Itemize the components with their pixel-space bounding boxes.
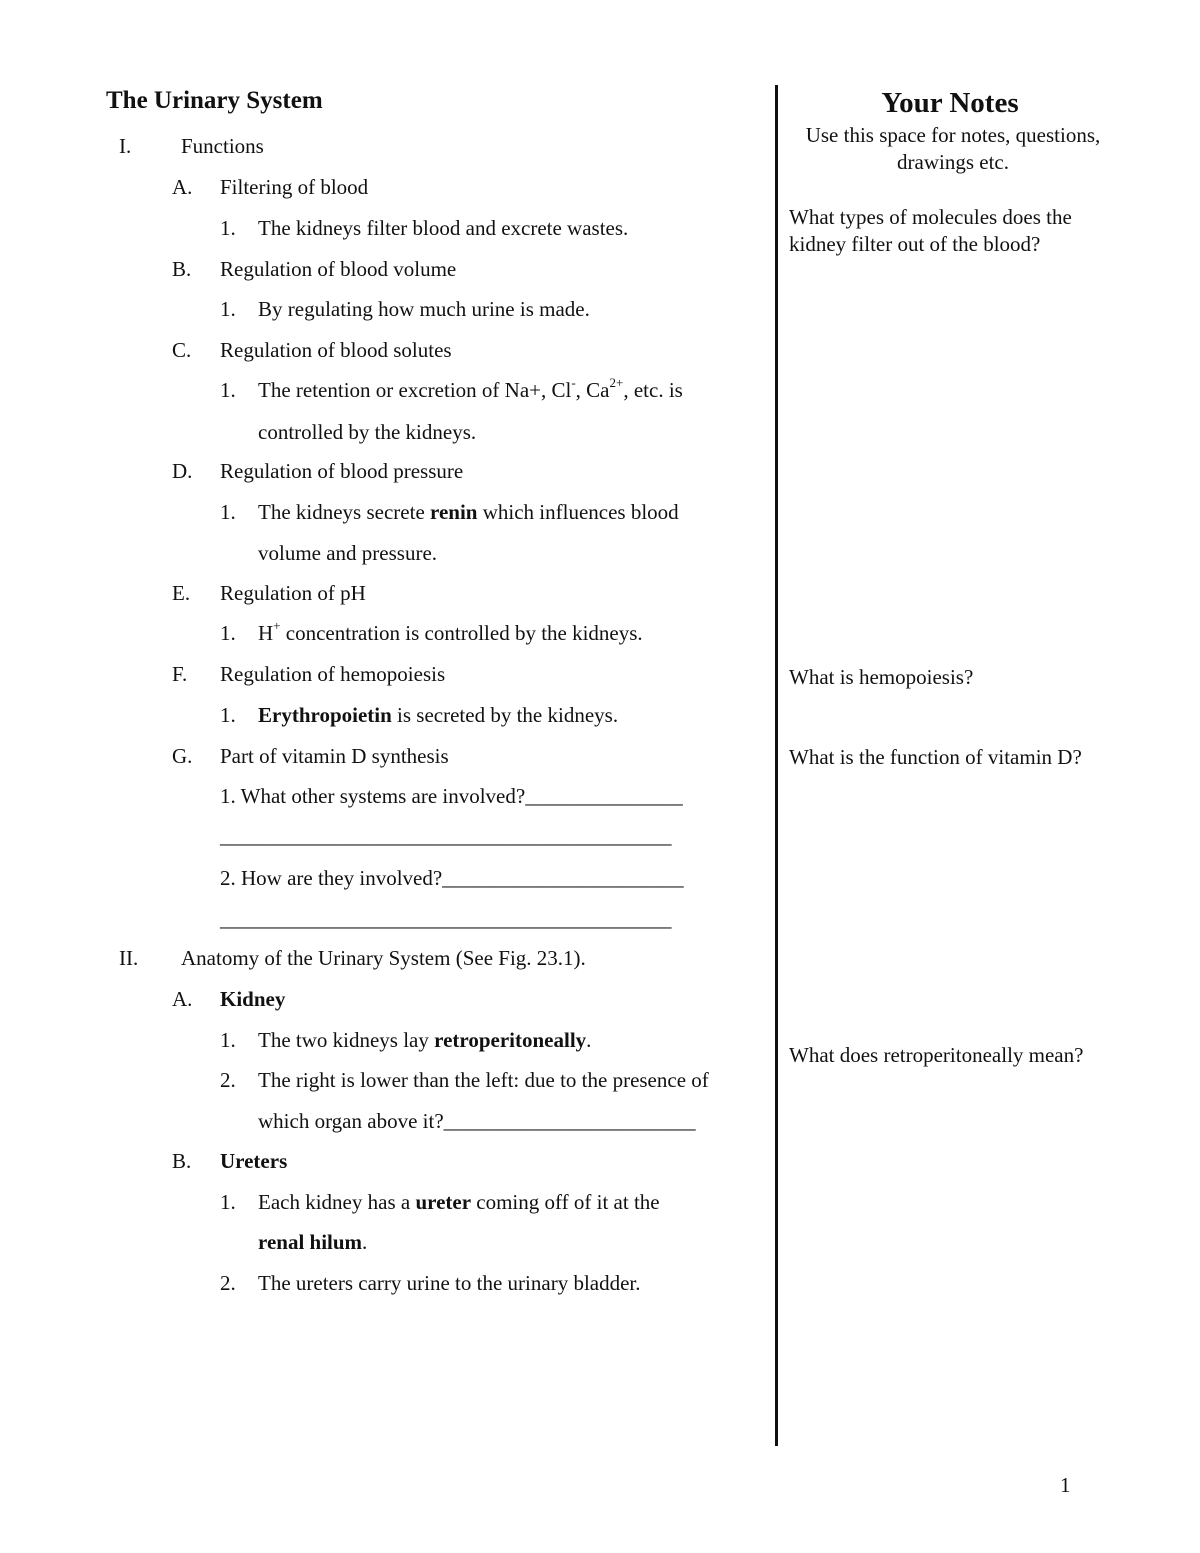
item-letter: D. [172,459,193,483]
question-systems-involved: 1. What other systems are involved?_______________ [220,784,683,808]
sub-number: 2. [220,1271,236,1295]
question-how-involved: 2. How are they involved?_______________________ [220,866,684,890]
sub-text-continued: which organ above it?________________________ [258,1109,696,1133]
answer-blank-line: ___________________________________________ [220,824,672,848]
item-label: Filtering of blood [220,175,369,199]
term-renal-hilum: renal hilum [258,1230,363,1254]
section-numeral: I. [119,134,132,158]
column-divider [775,85,778,1446]
item-letter: A. [172,175,193,199]
sub-number: 1. [220,703,236,727]
item-letter: B. [172,1149,192,1173]
sub-text: The kidneys secrete renin which influences blood [258,500,679,524]
item-label: Ureters [220,1149,288,1173]
page-number: 1 [1060,1473,1071,1497]
sub-text: The right is lower than the left: due to the presence of [258,1068,709,1092]
sub-number: 1. [220,621,236,645]
section-heading: Functions [181,134,264,158]
answer-blank-line: ___________________________________________ [220,907,672,931]
notes-instructions-continued: drawings etc. [897,150,1009,174]
item-label: Kidney [220,987,286,1011]
sub-text: The kidneys filter blood and excrete wastes. [258,216,629,240]
item-label: Regulation of blood solutes [220,338,452,362]
notes-question-vitamin-d: What is the function of vitamin D? [789,745,1082,769]
term-erythropoietin: Erythropoietin [258,703,392,727]
item-letter: F. [172,662,188,686]
term-renin: renin [430,500,478,524]
sub-number: 1. [220,1028,236,1052]
item-label: Part of vitamin D synthesis [220,744,449,768]
sub-text-continued: renal hilum. [258,1230,368,1254]
notes-instructions: Use this space for notes, questions, [805,123,1101,147]
section-numeral: II. [119,946,139,970]
notes-question-molecules-continued: kidney filter out of the blood? [789,232,1041,256]
item-letter: A. [172,987,193,1011]
term-retroperitoneally: retroperitoneally [434,1028,587,1052]
sub-number: 1. [220,378,236,402]
item-label: Regulation of blood pressure [220,459,464,483]
sub-number: 2. [220,1068,236,1092]
section-heading: Anatomy of the Urinary System (See Fig. 23.1). [181,946,586,970]
sub-number: 1. [220,216,236,240]
notes-question-retroperitoneally: What does retroperitoneally mean? [789,1043,1084,1067]
sub-text: Erythropoietin is secreted by the kidneys. [258,703,619,727]
sub-text: By regulating how much urine is made. [258,297,590,321]
item-letter: E. [172,581,191,605]
sub-text: H+ concentration is controlled by the kidneys. [258,618,643,645]
item-label: Regulation of pH [220,581,366,605]
sub-text-continued: volume and pressure. [258,541,438,565]
sub-text: Each kidney has a ureter coming off of it at the [258,1190,660,1214]
page-title: The Urinary System [106,87,323,114]
sub-number: 1. [220,297,236,321]
sub-text: The retention or excretion of Na+, Cl-, $Ca^{2+}$, etc. is [258,375,683,402]
item-letter: G. [172,744,193,768]
sub-number: 1. [220,1190,236,1214]
notes-question-hemopoiesis: What is hemopoiesis? [789,665,974,689]
sub-text-continued: controlled by the kidneys. [258,420,477,444]
sub-number: 1. [220,500,236,524]
item-label: Regulation of hemopoiesis [220,662,446,686]
term-ureter: ureter [415,1190,472,1214]
item-label: Regulation of blood volume [220,257,457,281]
sub-text: The ureters carry urine to the urinary bladder. [258,1271,641,1295]
notes-question-molecules: What types of molecules does the [789,205,1072,229]
notes-title: Your Notes [881,87,1019,119]
item-letter: B. [172,257,192,281]
sub-text: The two kidneys lay retroperitoneally. [258,1028,592,1052]
item-letter: C. [172,338,192,362]
